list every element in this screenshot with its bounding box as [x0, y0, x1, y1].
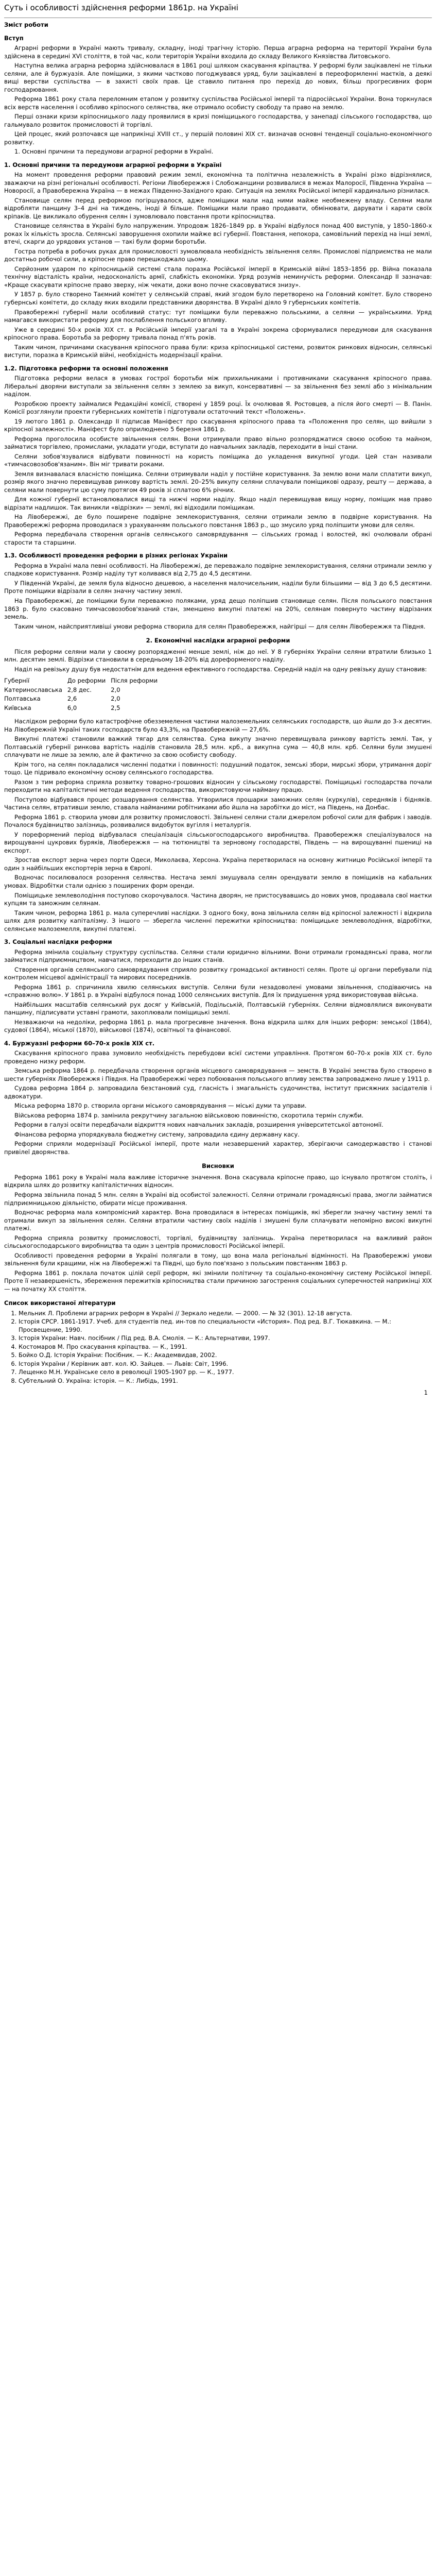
intro-paragraph: Цей процес, який розпочався ще наприкінці XVIII ст., у першій половині XIX ст. визначав основні тенденції соціально-економічного розвитку.: [4, 130, 432, 146]
reference-item: 3. Історія України: Навч. посібник / Під ред. В.А. Смолія. — К.: Альтернативи, 1997.: [19, 1334, 432, 1343]
intro-paragraph: Аграрні реформи в Україні мають тривалу, складну, іноді трагічну історію. Перша аграрна реформа на території України була здійснена в середині XVI століття, в той час, коли територія України входила до складу Великого Князівства Литовського.: [4, 44, 432, 60]
reference-item: 1. Мельник Л. Проблеми аграрних реформ в Україні // Зеркало недели. — 2000. — № 32 (301). 12-18 августа.: [19, 1310, 432, 1318]
conclusion-paragraph: Особливості проведення реформи в Україні полягали в тому, що вона мала регіональні відмінності. На Правобережжі умови звільнення були кращими, ніж на Лівобережжі та Півдні, що було пов'язано з польським повстанням 1863 р.: [4, 1251, 432, 1267]
table-cell: 2,8 дес.: [67, 686, 92, 693]
section-paragraph: Реформа проголосила особисте звільнення селян. Вони отримували право вільно розпоряджатися своєю особою та майном, займатися торгівлею, промислами, укладати угоди, вступати до навчальних закладів, переходити в інші стани.: [4, 435, 432, 451]
section-paragraph: Незважаючи на недоліки, реформа 1861 р. мала прогресивне значення. Вона відкрила шлях для інших реформ: земської (1864), судової (1864), міської (1870), військової (1874), освітньої та фінансової.: [4, 1018, 432, 1034]
section-paragraph: Фінансова реформа упорядкувала бюджетну систему, запровадила єдину державну касу.: [14, 1130, 300, 1138]
section-paragraph: Таким чином, найсприятливіші умови реформа створила для селян Правобережжя, найгірші — для селян Лівобережжя та Півдня.: [14, 622, 426, 630]
reference-item: 7. Лещенко М.Н. Українське село в революції 1905-1907 рр. — К., 1977.: [19, 1368, 432, 1377]
section-paragraph: Наділ на ревізьку душу був недостатнім для ведення ефективного господарства. Середній наділ на одну ревізьку душу становив:: [14, 665, 427, 673]
section-paragraph: Разом з тим реформа сприяла розвитку товарно-грошових відносин у сільському господарстві. Поміщицькі господарства почали переходити на капіталістичні методи ведення господарства, використовуючи найману працю.: [4, 778, 432, 794]
section-paragraph: Наслідком реформи було катастрофічне обезземелення частини малоземельних селянських господарств, що йшли до 3-х десятин. На Лівобережній Україні таких господарств було 43,3%, на Правобережній — 27,6%.: [4, 718, 432, 733]
section-paragraph: Реформа в Україні мала певні особливості. На Лівобережжі, де переважало подвірне землекористування, селяни отримали землю у спадкове користування. Розмір наділу тут коливався від 2,75 до 4,5 десятини.: [4, 562, 432, 578]
document-title: Суть і особливості здійснення реформи 1861р. на Україні: [4, 0, 432, 18]
intro-paragraph: Реформа 1861 року стала переломним етапом у розвитку суспільства Російської імперії та підросійської України. Вона торкнулася всіх верств населення і особливо кріпосного селянства, яке отримало особисту свободу та право на землю.: [4, 95, 432, 111]
section-paragraph: Реформа змінила соціальну структуру суспільства. Селяни стали юридично вільними. Вони отримали громадянські права, могли займатися підприємництвом, навчатися, переходити до інших станів.: [4, 948, 432, 964]
conclusion-heading: Висновки: [202, 1162, 234, 1170]
section-paragraph: Гостра потреба в робочих руках для промисловості зумовлювала необхідність звільнення селян. Промислові підприємства не мали достатньо робочої сили, а кріпосне право перешкоджало цьому.: [4, 247, 432, 263]
references-heading: Список використаної літератури: [4, 1299, 116, 1307]
section-paragraph: У пореформений період відбувалася спеціалізація сільськогосподарського виробництва. Правобережжя спеціалізувалося на вирощуванні цукрових буряків, Лівобережжя — на тютюництві та зерновому господарстві, Південь — на вирощуванні пшениці на експорт.: [4, 831, 432, 854]
conclusion-paragraph: Реформа сприяла розвитку промисловості, торгівлі, будівництву залізниць. Україна перетворилася на важливий район сільськогосподарського виробництва та один з центрів промисловості Російської імперії.: [4, 1234, 432, 1250]
section-paragraph: Реформи в галузі освіти передбачали відкриття нових навчальних закладів, розширення університетської автономії.: [14, 1121, 383, 1129]
table-header-row: [4, 676, 163, 686]
section-paragraph: Селяни зобов'язувалися відбувати повинності на користь поміщика до укладення викупної угоди. Цей стан називали «тимчасовозобов'язаним». Він міг тривати роками.: [4, 452, 432, 468]
table-row: [4, 686, 163, 695]
intro-paragraph: Наступна велика аграрна реформа здійснювалася в 1861 році шляхом скасування кріпацтва. У реформі були зацікавлені не тільки селяни, але й буржуазія. Але поміщики, з якими частково погоджувався уряд, були зацікавлені в переоформленні маєтків, а деякі вищі верстви суспільства — в захисті своїх прав. Це ставило питання про перехід до нових, більш прогресивних форм господарювання.: [4, 62, 432, 93]
section-heading: 1.3. Особливості проведення реформи в різних регіонах України: [4, 552, 228, 560]
section-paragraph: Становище селянства в Україні було напруженим. Упродовж 1826–1849 рр. в Україні відбулося понад 400 виступів, у 1850–1860-х роках їх кількість зросла. Селянські заворушення охопили майже всі губернії. Повстання, непокора, самовільний перехід на інші землі, втечі, скарги до урядових установ — такі були форми боротьби.: [4, 222, 432, 246]
section-paragraph: Земля визнавалася власністю поміщика. Селяни отримували наділ у постійне користування. За землю вони мали сплатити викуп, розмір якого значно перевищував ринкову вартість землі. 20–25% викупу селяни сплачували поміщикові одразу, решту — держава, а селяни мали повернути цю суму протягом 49 років зі сплатою 6% річних.: [4, 470, 432, 494]
conclusion-body: [4, 1174, 432, 1293]
section-paragraph: На Правобережжі, де поміщики були переважно поляками, уряд дещо поліпшив становище селян. Після польського повстання 1863 р. було скасовано тимчасовозобов'язаний стан, зменшено викупні платежі на 20%, селянам повернуто частину відрізаних земель.: [4, 597, 432, 621]
table-cell: Катеринославська: [4, 686, 62, 693]
reference-item: 2. Історія СРСР. 1861-1917. Учеб. для студентів пед. ин-тов по специальности «История». Под ред. В.Г. Тюкавкина. — М.: Просвещение, 1990.: [19, 1318, 432, 1334]
section-heading: 1.2. Підготовка реформи та основні положення: [4, 364, 168, 372]
conclusion-paragraph: Реформа 1861 р. поклала початок цілій серії реформ, які змінили політичну та соціально-економічну систему Російської імперії. Проте її незавершеність, збереження пережитків кріпосництва стали причиною загострення соціальних суперечностей наприкінці XIX — на початку XX століття.: [4, 1269, 432, 1293]
table-row: [4, 694, 163, 704]
section-paragraph: Судова реформа 1864 р. запровадила безстановий суд, гласність і змагальність судочинства, інститут присяжних засідателів і адвокатури.: [4, 1084, 432, 1100]
section-paragraph: Становище селян перед реформою погіршувалося, адже поміщики мали над ними майже необмежену владу. Селяни мали відробляти панщину 3–4 дні на тиждень, іноді й більше. Поміщики мали право продавати, обмінювати, дарувати і карати своїх кріпаків. Це викликало обурення селян і зумовлювало повстання проти кріпосництва.: [4, 196, 432, 220]
section-paragraph: На Лівобережжі, де було поширене подвірне землекористування, селяни отримали землю в подвірне користування. На Правобережжі реформа проводилася з урахуванням польського повстання 1863 р., що змусило уряд поліпшити умови для селян.: [4, 513, 432, 529]
section-paragraph: Земська реформа 1864 р. передбачала створення органів місцевого самоврядування — земств. В Україні земства було створено в шести губерніях Лівобережжя і Півдня. На Правобережжі через побоювання польського впливу земства запроваджено лише у 1911 р.: [4, 1067, 432, 1082]
section-paragraph: Створення органів селянського самоврядування сприяло розвитку громадської активності селян. Проте ці органи перебували під контролем місцевої адміністрації та мирових посередників.: [4, 965, 432, 981]
references-list: [4, 1310, 432, 1385]
reference-item: 8. Субтельний О. Україна: історія. — К.: Либідь, 1991.: [19, 1377, 432, 1385]
page-number: 1: [424, 1389, 428, 1397]
section-paragraph: Таким чином, причинами скасування кріпосного права були: криза кріпосницької системи, розвиток ринкових відносин, селянські виступи, поразка в Кримській війні, необхідність модернізації країни.: [4, 343, 432, 359]
table-header-cell: Губернії: [4, 677, 30, 685]
table-cell: 2,6: [67, 695, 77, 703]
table-header-cell: Після реформи: [111, 677, 158, 685]
table-header-cell: До реформи: [67, 677, 106, 685]
land-allotment-table: [4, 676, 163, 713]
section-heading: 1. Основні причини та передумови аграрної реформи в Україні: [4, 161, 222, 168]
section-paragraph: Для кожної губернії встановлювалися вищі та нижчі норми наділу. Якщо наділ перевищував вищу норму, поміщик мав право відрізати надлишок. Так виникли «відрізки» — землі, які відходили поміщикам.: [4, 496, 432, 511]
section-paragraph: Міська реформа 1870 р. створила органи міського самоврядування — міські думи та управи.: [14, 1102, 307, 1110]
section-paragraph: Таким чином, реформа 1861 р. мала суперечливі наслідки. З одного боку, вона звільнила селян від кріпосної залежності і відкрила шлях для розвитку капіталізму. З іншого — зберегла численні пережитки кріпосництва: поміщицьке землеволодіння, відробітки, селянське малоземелля, викупні платежі.: [4, 909, 432, 933]
section-paragraph: Розробкою проекту займалися Редакційні комісії, створені у 1859 році. Їх очолював Я. Ростовцев, а після його смерті — В. Панін. Комісії розглянули проекти губернських комітетів і підготували остаточний текст «Положень».: [4, 400, 432, 416]
section-paragraph: Поступово відбувався процес розшарування селянства. Утворилися прошарки заможних селян (куркулів), середняків і бідняків. Частина селян, втративши землю, ставала найманими робітниками або йшла на заробітки до міст, на Південь, на Донбас.: [4, 795, 432, 811]
reference-item: 6. Історія України / Керівник авт. кол. Ю. Зайцев. — Львів: Світ, 1996.: [19, 1360, 432, 1368]
section-paragraph: Зростав експорт зерна через порти Одеси, Миколаєва, Херсона. Україна перетворилася на основну житницю Російської імперії та один з найбільших експортерів зерна в Європі.: [4, 856, 432, 872]
section-paragraph: Після реформи селяни мали у своєму розпорядженні менше землі, ніж до неї. У 8 губерніях України селяни втратили близько 1 млн. десятин землі. Відрізки становили в середньому 18-20% від дореформеного наділу.: [4, 648, 432, 664]
section-heading: 4. Буржуазні реформи 60–70-х років XIX ст.: [4, 1039, 155, 1047]
section-paragraph: У 1857 р. було створено Таємний комітет у селянській справі, який згодом було перетворено на Головний комітет. Було створено губернські комітети, до складу яких входили представники дворянства. В Україні діяло 9 губернських комітетів.: [4, 291, 432, 306]
section-heading: 2. Економічні наслідки аграрної реформи: [146, 637, 290, 645]
intro-paragraph: 1. Основні причини та передумови аграрної реформи в Україні.: [14, 148, 214, 156]
section-paragraph: Реформа передбачала створення органів селянського самоврядування — сільських громад і волостей, які очолювали обрані старости та старшини.: [4, 531, 432, 546]
conclusion-paragraph: Реформа звільнила понад 5 млн. селян в Україні від особистої залежності. Селяни отримали громадянські права, змогли займатися підприємницькою діяльністю, обирати місце проживання.: [4, 1191, 432, 1207]
section-paragraph: У Південній Україні, де земля була відносно дешевою, а населення малочисельним, наділи були більшими — від 3 до 6,5 десятини. Проте поміщики відрізали в селян значну частину землі.: [4, 579, 432, 595]
table-cell: 2,5: [111, 704, 120, 711]
table-cell: 2,0: [111, 695, 120, 703]
intro-paragraph: Перші ознаки кризи кріпосницького ладу проявилися в кризі поміщицького господарства, у занепаді сільського господарства, що гальмувало розвиток промисловості й торгівлі.: [4, 113, 432, 128]
section-paragraph: На момент проведення реформи правовий режим землі, економічна та політична незалежність в Україні різко відрізнялися, зважаючи на різні регіональні особливості. Регіони Лівобережжя і Слобожанщини розвивалися в межах Малоросії, Південна Україна — Новоросії, а Правобережна Україна — в межах Південно-Західного краю. Ситуація на землях Російської імперії кардинально різнилася.: [4, 171, 432, 195]
section-paragraph: Крім того, на селян покладалися численні податки і повинності: подушний податок, земські збори, мирські збори, утримання доріг тощо. Це підривало економічну основу селянського господарства.: [4, 760, 432, 776]
section-paragraph: Викупні платежі становили важкий тягар для селянства. Сума викупу значно перевищувала ринкову вартість землі. Так, у Полтавській губернії ринкова вартість наділів становила 28,5 млн. крб., а викупна сума — 40,8 млн. крб. Селяни були змушені сплачувати не лише за землю, але й фактично за свою особисту свободу.: [4, 735, 432, 759]
toc-heading: Зміст роботи: [4, 21, 48, 28]
table-cell: 6,0: [67, 704, 77, 711]
section-paragraph: Серйозним ударом по кріпосницькій системі стала поразка Російської імперії в Кримській війні 1853–1856 рр. Війна показала технічну відсталість країни, недосконалість армії, слабкість економіки. Уряд розумів неминучість реформи. Олександр II зазначав: «Краще скасувати кріпосне право зверху, ніж чекати, доки воно почне скасовуватися знизу».: [4, 265, 432, 289]
intro-heading: Вступ: [4, 34, 24, 42]
section-paragraph: Уже в середині 50-х років XIX ст. в Російській імперії узагалі та в Україні зокрема сформувалися передумови для скасування кріпосного права. Боротьба за реформу тривала понад п'ять років.: [4, 326, 432, 342]
table-row: [4, 704, 163, 713]
conclusion-paragraph: Водночас реформа мала компромісний характер. Вона проводилася в інтересах поміщиків, які зберегли значну частину землі та отримали викуп за звільнення селян. Селяни втратили частину своїх наділів і змушені були сплачувати непомірно високі викупні платежі.: [4, 1209, 432, 1232]
section-heading: 3. Соціальні наслідки реформи: [4, 938, 112, 946]
intro-body: [4, 44, 432, 156]
section-paragraph: Скасування кріпосного права зумовило необхідність перебудови всієї системи управління. Протягом 60–70-х років XIX ст. було проведено низку реформ.: [4, 1049, 432, 1065]
section-paragraph: Водночас посилювалося розорення селянства. Нестача землі змушувала селян орендувати землю в поміщиків на кабальних умовах. Відробітки стали однією з поширених форм оренди.: [4, 874, 432, 889]
reference-item: 5. Бойко О.Д. Історія України: Посібник. — К.: Академвидав, 2002.: [19, 1351, 432, 1360]
section-paragraph: Найбільших масштабів селянський рух досяг у Київській, Подільській, Полтавській губерніях. Селяни відмовлялися виконувати панщину, підписувати уставні грамоти, захоплювали поміщицькі землі.: [4, 1001, 432, 1016]
conclusion-paragraph: Реформа 1861 року в Україні мала важливе історичне значення. Вона скасувала кріпосне право, що існувало протягом століть, і відкрила шлях до розвитку капіталістичних відносин.: [4, 1173, 432, 1189]
section-paragraph: Військова реформа 1874 р. замінила рекрутчину загальною військовою повинністю, скоротила термін служби.: [14, 1111, 364, 1119]
section-paragraph: Правобережні губернії мали особливий статус: тут поміщики були переважно польськими, а селяни — українськими. Уряд намагався використати реформу для послаблення польського впливу.: [4, 308, 432, 324]
sections-container: [4, 161, 432, 1157]
reference-item: 4. Костомаров М. Про скасування кріпацтва. — К., 1991.: [19, 1343, 432, 1351]
table-cell: Полтавська: [4, 695, 41, 703]
section-paragraph: Реформи сприяли модернізації Російської імперії, проте мали незавершений характер, зберігаючи самодержавство і станові привілеї дворянства.: [4, 1140, 432, 1156]
table-cell: Київська: [4, 704, 31, 711]
section-paragraph: Поміщицьке землеволодіння поступово скорочувалося. Частина дворян, не пристосувавшись до нових умов, продавала свої маєтки купцям та заможним селянам.: [4, 891, 432, 907]
section-paragraph: 19 лютого 1861 р. Олександр II підписав Маніфест про скасування кріпосного права та «Положення про селян, що вийшли з кріпосної залежності». Маніфест було оприлюднено 5 березня 1861 р.: [4, 417, 432, 433]
section-paragraph: Реформа 1861 р. створила умови для розвитку промисловості. Звільнені селяни стали джерелом робочої сили для фабрик і заводів. Почалося будівництво залізниць, розвивалися видобуток вугілля і металургія.: [4, 813, 432, 829]
table-cell: 2,0: [111, 686, 120, 693]
section-paragraph: Підготовка реформи велася в умовах гострої боротьби між прихильниками і противниками скасування кріпосного права. Ліберальні дворяни виступали за звільнення селян з землею за викуп, консервативні — за звільнення без землі або з мінімальним наділом.: [4, 375, 432, 398]
section-paragraph: Реформа 1861 р. спричинила хвилю селянських виступів. Селяни були незадоволені умовами звільнення, сподіваючись на «справжню волю». У 1861 р. в Україні відбулося понад 1000 селянських виступів. Для їх придушення уряд використовував війська.: [4, 983, 432, 999]
